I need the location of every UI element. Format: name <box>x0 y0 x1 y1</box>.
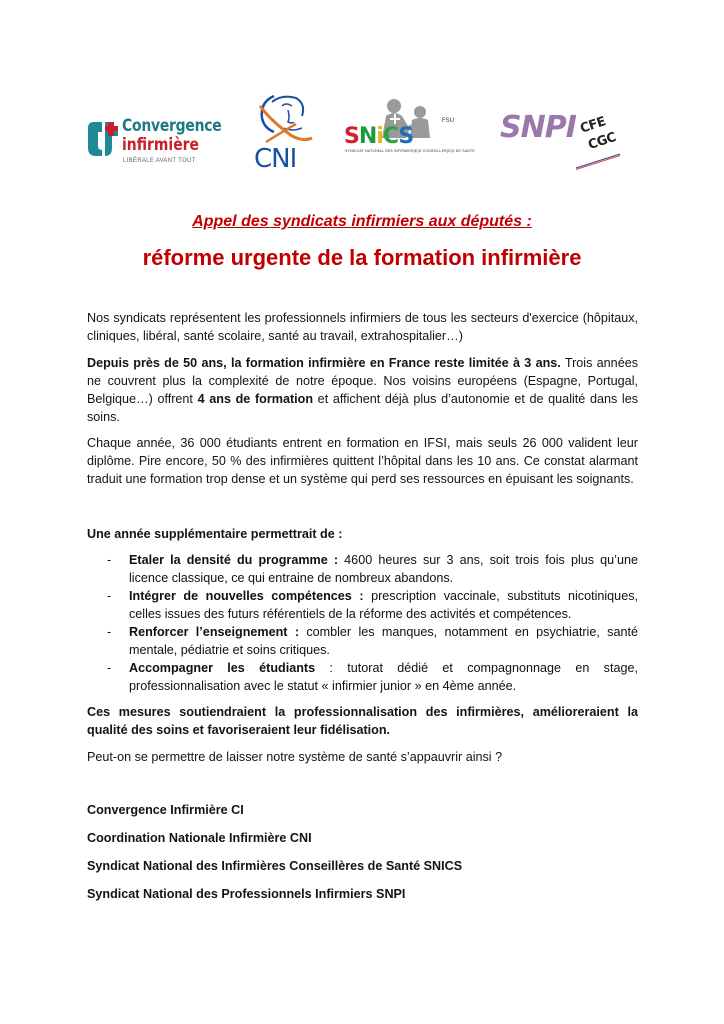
snics-letter: i <box>376 124 383 149</box>
snics-wordmark <box>344 124 413 149</box>
list-item-title: Etaler la densité du programme : <box>129 553 339 567</box>
nurse-face-icon <box>252 92 320 144</box>
snpi-logo <box>496 106 626 176</box>
question-paragraph: Peut-on se permettre de laisser notre système de santé s’appauvrir ainsi ? <box>87 750 503 764</box>
paragraph-text: et affichent déjà plus d’autonomie et de qualité dans les soins. <box>87 392 639 424</box>
list-item <box>87 623 638 659</box>
conclusion-paragraph: Ces mesures soutiendraient la professionnalisation des infirmières, amélioreraient la qualité des soins et favoriseraient leur fidélisation. <box>87 705 638 737</box>
snics-letter: C <box>382 124 399 149</box>
dash-bullet: - <box>107 553 112 567</box>
snics-letter: S <box>344 124 359 149</box>
snics-letter: S <box>398 124 414 149</box>
infirmiere-wordmark: infirmière <box>122 135 200 155</box>
list-heading: Une année supplémentaire permettrait de : <box>87 527 343 541</box>
snics-subtitle: SYNDICAT NATIONAL DES INFIRMIER(E)S CONSEILLER(E)S DE SANTÉ <box>345 149 475 153</box>
cni-wordmark: CNI <box>254 144 297 174</box>
dash-bullet: - <box>107 661 112 675</box>
snics-logo <box>342 98 475 160</box>
signatory-snpi: Syndicat National des Professionnels Infirmiers SNPI <box>87 887 406 901</box>
logo-banner <box>84 90 640 180</box>
cgc-wordmark: CGC <box>586 129 618 154</box>
signatory-ci: Convergence Infirmière CI <box>87 803 244 817</box>
bold-statement: 4 ans de formation <box>197 392 314 406</box>
list-item-text: : tutorat dédié et compagnonnage en stage, professionnalisation avec le statut « infirmier junior » en 4ème année. <box>129 661 638 693</box>
snpi-wordmark: SNPI <box>500 110 576 145</box>
cni-logo <box>252 92 320 174</box>
cfe-wordmark: CFE <box>578 114 608 137</box>
convergence-tagline: LIBÉRALE AVANT TOUT <box>123 158 196 164</box>
bold-statement: Depuis près de 50 ans, la formation infirmière en France reste limitée à 3 ans. <box>87 356 561 370</box>
dash-bullet: - <box>107 625 112 639</box>
list-item <box>87 587 638 623</box>
page-subtitle: réforme urgente de la formation infirmière <box>142 245 582 270</box>
list-item <box>87 551 638 587</box>
list-item-title: Renforcer l’enseignement : <box>129 625 300 639</box>
proposals-list <box>87 551 638 695</box>
paragraph-text: Trois années ne couvrent plus la complexité de notre époque. Nos voisins européens (Espagne, Portugal, Belgique…) offrent <box>87 356 638 406</box>
page-title: Appel des syndicats infirmiers aux députés : <box>192 213 532 230</box>
convergence-wordmark: Convergence <box>122 116 222 136</box>
convergence-infirmiere-logo <box>86 116 236 176</box>
list-item-text: 4600 heures sur 3 ans, soit trois fois plus qu’une licence classique, ce qui entraine de nombreux abandons. <box>129 553 638 585</box>
list-item-title: Accompagner les étudiants <box>129 661 316 675</box>
list-item-title: Intégrer de nouvelles compétences : <box>129 589 364 603</box>
list-item <box>87 659 638 695</box>
tricolor-stripe-icon <box>574 150 624 170</box>
list-item-text: combler les manques, notamment en psychiatrie, santé mentale, pédiatrie et soins critiques. <box>129 625 638 657</box>
intro-paragraph: Nos syndicats représentent les professionnels infirmiers de tous les secteurs d'exercice (hôpitaux, cliniques, libéral, santé scolaire, santé au travail, extrahospitalier…) <box>87 311 638 343</box>
list-item-text: prescription vaccinale, substituts nicotiniques, celles issues des futurs référentiels de la réforme des activités et compétences. <box>129 589 638 621</box>
snics-letter: N <box>358 124 377 149</box>
dash-bullet: - <box>107 589 112 603</box>
cross-mark-icon <box>86 120 120 158</box>
statistics-paragraph: Chaque année, 36 000 étudiants entrent en formation en IFSI, mais seuls 26 000 valident leur diplôme. Pire encore, 50 % des infirmières quittent l’hôpital dans les 10 ans. Ce constat alarmant traduit une formation trop dense et un système qui perd ses ressources en épuisant les soignants. <box>87 436 638 486</box>
fsu-badge: FSU <box>442 118 454 124</box>
signatory-cni: Coordination Nationale Infirmière CNI <box>87 831 312 845</box>
context-paragraph <box>87 354 638 426</box>
signatory-snics: Syndicat National des Infirmières Conseillères de Santé SNICS <box>87 859 463 873</box>
